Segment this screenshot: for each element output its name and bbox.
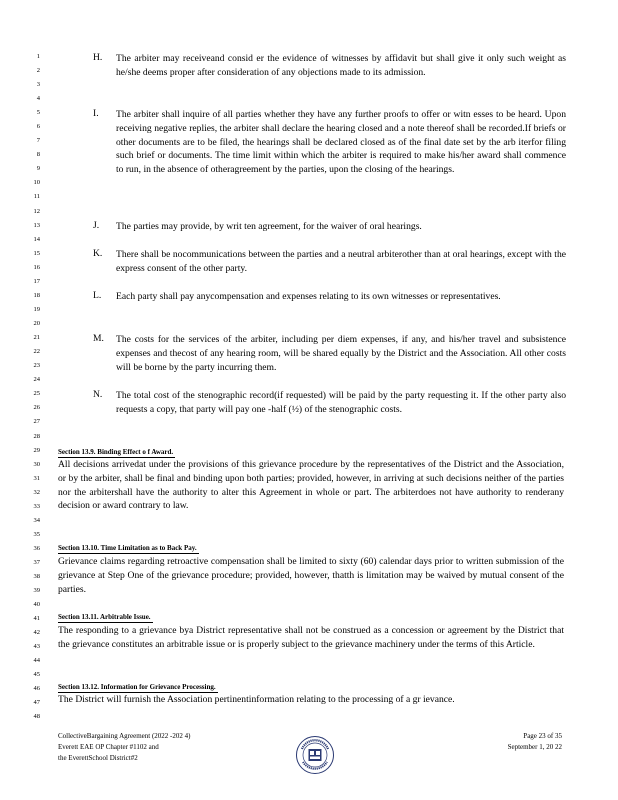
item-letter: L.	[93, 290, 102, 301]
item-letter: N.	[93, 389, 103, 400]
line-number: 8	[36, 151, 40, 158]
line-number: 13	[33, 222, 40, 229]
line-number: 23	[33, 362, 40, 369]
line-number: 21	[33, 334, 40, 341]
line-number: 47	[33, 699, 40, 706]
item-text: The arbiter may receiveand consid er the evidence of witnesses by affidavit but shall give it only such weight as he/she deems proper after consideration of any objections made to its admission.	[116, 53, 566, 78]
item-text: The parties may provide, by writ ten agreement, for the waiver of oral hearings.	[116, 221, 422, 232]
footer-page-number: Page 23 of 35	[523, 732, 562, 740]
line-number: 43	[33, 643, 40, 650]
line-number: 9	[36, 165, 40, 172]
line-number: 7	[36, 137, 40, 144]
section-heading: Section 13.9. Binding Effect o f Award.	[58, 448, 174, 456]
line-number: 32	[33, 489, 40, 496]
line-number: 5	[36, 109, 40, 116]
line-number: 11	[33, 193, 40, 200]
line-number: 14	[33, 236, 40, 243]
item-letter: H.	[93, 52, 103, 63]
line-number: 37	[33, 559, 40, 566]
line-number: 24	[33, 376, 40, 383]
line-number: 29	[33, 447, 40, 454]
line-number: 15	[33, 250, 40, 257]
line-number: 20	[33, 320, 40, 327]
line-number: 30	[33, 461, 40, 468]
line-number: 4	[36, 95, 40, 102]
item-text: Each party shall pay anycompensation and expenses relating to its own witnesses or representatives.	[116, 291, 501, 302]
line-number: 38	[33, 573, 40, 580]
line-number: 46	[33, 685, 40, 692]
line-number: 3	[36, 81, 40, 88]
section-text: The responding to a grievance bya District representative shall not be construed as a concession or agreement by the District that the grievance constitutes an arbitrable issue or is properly subject to the grievance machinery under the terms of this Article.	[58, 625, 564, 650]
line-number: 40	[33, 601, 40, 608]
line-number: 22	[33, 348, 40, 355]
line-number: 41	[33, 615, 40, 622]
line-number: 31	[33, 475, 40, 482]
section-text: Grievance claims regarding retroactive compensation shall be limited to sixty (60) calendar days prior to written submission of the grievance at Step One of the grievance procedure; provided, however, thatth is limitation may be waived by mutual consent of the parties.	[58, 556, 564, 595]
line-number: 18	[33, 292, 40, 299]
item-text: The arbiter shall inquire of all parties whether they have any further proofs to offer or witn esses to be heard. Upon receiving negative replies, the arbiter shall declare the hearing closed and a note thereof shall be recorded.If briefs or other documents are to be filed, the hearings shall be declared closed as of the final date set by the arb iterfor filing such brief or documents. The time limit within which the arbiter is required to make his/her award shall commence to run, in the absence of otheragreement by the parties, upon the closing of the hearings.	[116, 109, 566, 176]
footer-left-1: CollectiveBargaining Agreement (2022 -202 4)	[58, 732, 191, 740]
line-number: 10	[33, 179, 40, 186]
item-letter: K.	[93, 248, 103, 259]
section-heading: Section 13.10. Time Limitation as to Back Pay.	[58, 544, 197, 552]
item-text: The costs for the services of the arbiter, including per diem expenses, if any, and his/her travel and subsistence expenses and thecost of any hearing room, will be shared equally by the District and the Association. All other costs will be borne by the party incurring them.	[116, 334, 566, 373]
item-text: The total cost of the stenographic record(if requested) will be paid by the party requesting it. If the other party also requests a copy, that party will pay one -half (½) of the stenographic costs.	[116, 390, 566, 415]
district-seal-logo	[295, 735, 335, 775]
line-number: 44	[33, 657, 40, 664]
section-heading: Section 13.12. Information for Grievance Processing.	[58, 683, 216, 691]
line-number: 27	[33, 418, 40, 425]
line-number: 35	[33, 531, 40, 538]
line-number: 36	[33, 545, 40, 552]
item-letter: J.	[93, 220, 100, 231]
line-number: 28	[33, 433, 40, 440]
line-number: 34	[33, 517, 40, 524]
section-text: All decisions arrivedat under the provisions of this grievance procedure by the representatives of the District and the Association, or by the arbiter, shall be final and binding upon both parties; provided, however, in arriving at such decisions neither of the parties nor the arbitershall have the authority to alter this Agreement in whole or part. The arbiterdoes not have authority to renderany decision or award contrary to law.	[58, 459, 564, 512]
line-number: 48	[33, 713, 40, 720]
line-number: 1	[36, 53, 40, 60]
line-number: 6	[36, 123, 40, 130]
line-number: 25	[33, 390, 40, 397]
footer-left-2: Everett EAE OP Chapter #1102 and	[58, 743, 159, 751]
line-number: 42	[33, 629, 40, 636]
footer-left-3: the EverettSchool District#2	[58, 754, 138, 762]
section-text: The District will furnish the Association pertinentinformation relating to the processing of a gr ievance.	[58, 694, 455, 705]
line-number: 33	[33, 503, 40, 510]
item-text: There shall be nocommunications between the parties and a neutral arbiterother than at oral hearings, except with the express consent of the other party.	[116, 249, 566, 274]
line-number: 39	[33, 587, 40, 594]
line-number: 26	[33, 404, 40, 411]
line-number: 16	[33, 264, 40, 271]
line-number: 45	[33, 671, 40, 678]
section-heading: Section 13.11. Arbitrable Issue.	[58, 613, 151, 621]
line-number: 17	[33, 278, 40, 285]
item-letter: I.	[93, 108, 99, 119]
line-number: 2	[36, 67, 40, 74]
footer-date: September 1, 20 22	[507, 743, 562, 751]
item-letter: M.	[93, 333, 104, 344]
line-number: 12	[33, 208, 40, 215]
line-number: 19	[33, 306, 40, 313]
